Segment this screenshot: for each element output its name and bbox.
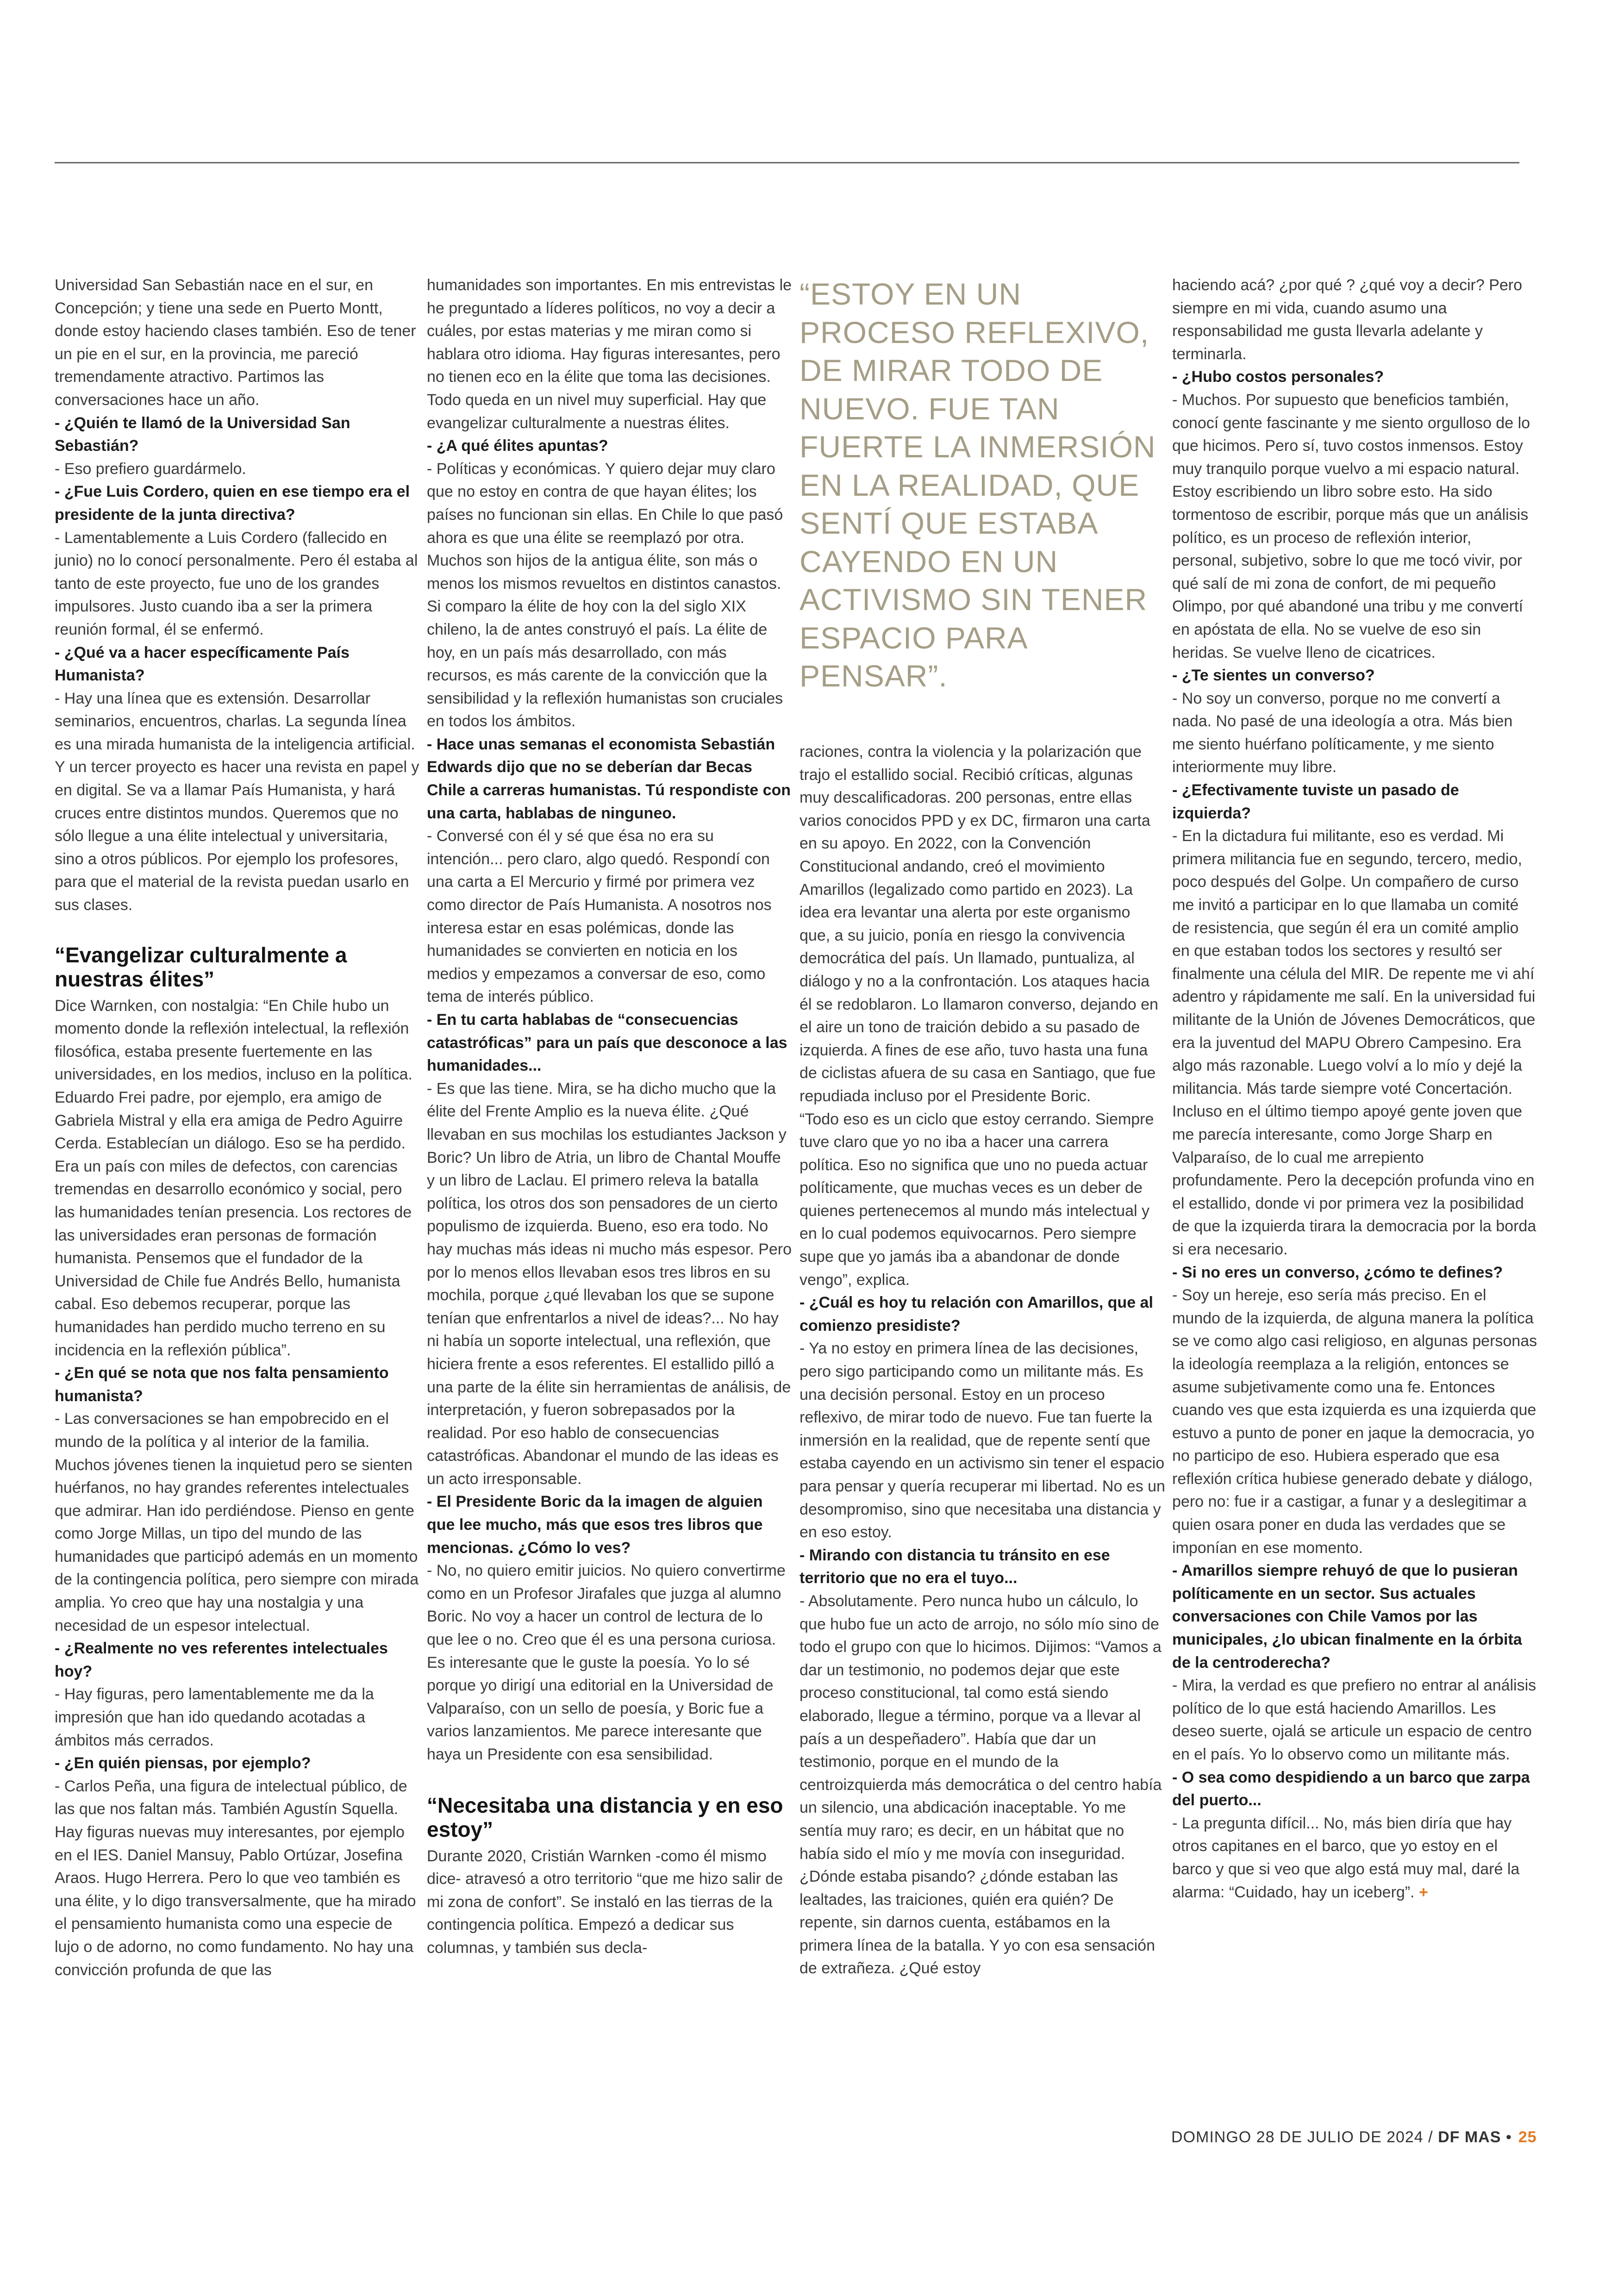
final-answer-text: - La pregunta difícil... No, más bien diría que hay otros capitanes en el barco, que yo estoy en el barco y que si veo que algo está muy mal, daré la alarma: “Cuidado, hay un iceberg”.	[1172, 1814, 1520, 1901]
pull-quote: “ESTOY EN UN PROCESO REFLEXIVO, DE MIRAR TODO DE NUEVO. FUE TAN FUERTE LA INMERSIÓN EN LA REALIDAD, QUE SENTÍ QUE ESTABA CAYENDO EN UN ACTIVISMO SIN TENER ESPACIO PARA PENSAR”.	[800, 277, 1156, 693]
column-4	[1172, 274, 1538, 1904]
interview-answer: - Políticas y económicas. Y quiero dejar muy claro que no estoy en contra de que hayan élites; los países no funcionan sin ellas. En Chile lo que pasó ahora es que una élite se reemplazó por otra. Muchos son hijos de la antigua élite, son más o menos los mismos revueltos en distintos canastos. Si comparo la élite de hoy con la del siglo XIX chileno, la de antes construyó el país. La élite de hoy, en un país más desarrollado, con más recursos, es más carente de la convicción que la sensibilidad y la reflexión humanistas son cruciales en todos los ámbitos.	[427, 460, 783, 730]
interview-question: - El Presidente Boric da la imagen de alguien que lee mucho, más que esos tres libros que mencionas. ¿Cómo lo ves?	[427, 1493, 763, 1557]
body-paragraph: Dice Warnken, con nostalgia: “En Chile hubo un momento donde la reflexión intelectual, la reflexión filosófica, estaba presente fuertemente en las universidades, en los medios, incluso en la política. Eduardo Frei padre, por ejemplo, era amigo de Gabriela Mistral y ella era amiga de Pedro Aguirre Cerda. Establecían un diálogo. Eso se ha perdido. Era un país con miles de defectos, con carencias tremendas en desarrollo económico y social, pero las humanidades tenían presencia. Los rectores de las universidades eran personas de formación humanista. Pensemos que el fundador de la Universidad de Chile fue Andrés Bello, humanista cabal. Eso debemos recuperar, porque las humanidades han perdido mucho terreno en su incidencia en la reflexión pública”.	[55, 997, 412, 1359]
body-paragraph: raciones, contra la violencia y la polarización que trajo el estallido social. Recibió críticas, algunas muy descalificadoras. 200 personas, entre ellas varios conocidos PPD y ex DC, firmaron una carta en su apoyo. En 2022, con la Convención Constitucional andando, creó el movimiento Amarillos (legalizado como partido en 2023). La idea era levantar una alerta por este organismo que, a su juicio, ponía en riesgo la convivencia democrática del país. Un llamado, puntualiza, al diálogo y no a la confrontación. Los ataques hacia él se redoblaron. Lo llamaron converso, dejando en el aire un tono de traición debido a su pasado de izquierda. A fines de ese año, tuvo hasta una funa de ciclistas afuera de su casa en Santiago, que fue repudiada incluso por el Presidente Boric.	[800, 743, 1158, 1105]
top-divider	[55, 162, 1519, 163]
interview-answer: - Carlos Peña, una figura de intelectual público, de las que nos faltan más. También Agustín Squella. Hay figuras nuevas muy interesantes, por ejemplo en el IES. Daniel Mansuy, Pablo Ortúzar, Josefina Araos. Hugo Herrera. Pero lo que veo también es una élite, y lo digo transversalmente, que ha mirado el pensamiento humanista como una especie de lujo o de adorno, no como fundamento. No hay una convicción profunda de que las	[55, 1777, 416, 1979]
body-paragraph: Universidad San Sebastián nace en el sur, en Concepción; y tiene una sede en Puerto Montt, donde estoy haciendo clases también. Eso de tener un pie en el sur, en la provincia, me pareció tremendamente atractivo. Partimos las conversaciones hace un año.	[55, 276, 416, 409]
body-paragraph: “Todo eso es un ciclo que estoy cerrando. Siempre tuve claro que yo no iba a hacer una carrera política. Eso no significa que uno no pueda actuar políticamente, que muchas veces es un deber de quienes pertenecemos al mundo más intelectual y en lo cual podemos equivocarnos. Pero siempre supe que yo jamás iba a abandonar de donde vengo”, explica.	[800, 1110, 1154, 1289]
interview-question: - ¿Hubo costos personales?	[1172, 368, 1384, 386]
interview-question: - En tu carta hablabas de “consecuencias catastróficas” para un país que desconoce a las humanidades...	[427, 1011, 787, 1075]
final-answer	[1172, 1812, 1538, 1904]
interview-question: - Amarillos siempre rehuyó de que lo pusieran políticamente en un sector. Sus actuales conversaciones con Chile Vamos por las municipales, ¿lo ubican finalmente en la órbita de la centroderecha?	[1172, 1562, 1522, 1671]
footer-brand: DF MAS	[1438, 2128, 1501, 2146]
interview-question: - ¿En qué se nota que nos falta pensamiento humanista?	[55, 1364, 389, 1405]
interview-question: - ¿Fue Luis Cordero, quien en ese tiempo era el presidente de la junta directiva?	[55, 483, 410, 524]
end-mark-icon: +	[1418, 1883, 1428, 1901]
column-3	[800, 741, 1165, 1980]
interview-answer: - Absolutamente. Pero nunca hubo un cálculo, lo que hubo fue un acto de arrojo, no sólo mío sino de todo el grupo con que lo hicimos. Dijimos: “Vamos a dar un testimonio, no podemos dejar que este proceso constitucional, tal como está siendo elaborado, llegue a término, porque va a llevar al país a un despeñadero”. Había que dar un testimonio, porque en el mundo de la centroizquierda más democrática o del centro había un silencio, una abdicación inaceptable. Yo me sentía muy raro; es decir, en un hábitat que no había sido el mío y me movía con inseguridad. ¿Dónde estaba pisando? ¿dónde estaban las lealtades, las traiciones, quién era quién? De repente, sin darnos cuenta, estábamos en la primera línea de la batalla. Y yo con esa sensación de extrañeza. ¿Qué estoy	[800, 1592, 1162, 1977]
interview-question: - O sea como despidiendo a un barco que zarpa del puerto...	[1172, 1768, 1530, 1809]
interview-question: - ¿Quién te llamó de la Universidad San Sebastián?	[55, 414, 350, 455]
section-heading: “Evangelizar culturalmente a nuestras élites”	[55, 942, 347, 991]
interview-answer: - Muchos. Por supuesto que beneficios también, conocí gente fascinante y me siento orgulloso de lo que hicimos. Pero sí, tuvo costos inmensos. Estoy muy tranquilo porque vuelvo a mi espacio natural. Estoy escribiendo un libro sobre esto. Ha sido tormentoso de escribir, porque más que un análisis político, es un proceso de reflexión interior, personal, subjetivo, sobre lo que me tocó vivir, por qué salí de mi zona de confort, de mi pequeño Olimpo, por qué abandoné una tribu y me convertí en apóstata de ella. No se vuelve de eso sin heridas. Se vuelve lleno de cicatrices.	[1172, 391, 1530, 661]
interview-answer: - Eso prefiero guardármelo.	[55, 460, 246, 478]
section-heading: “Necesitaba una distancia y en eso estoy”	[427, 1793, 783, 1841]
interview-answer: - Ya no estoy en primera línea de las decisiones, pero sigo participando como un militante más. Es una decisión personal. Estoy en un proceso reflexivo, de mirar todo de nuevo. Fue tan fuerte la inmersión en la realidad, que de repente sentí que estaba cayendo en un activismo sin tener el espacio para pensar y quería recuperar mi libertad. No es un desompromiso, sino que necesitaba una distancia y en eso estoy.	[800, 1340, 1165, 1541]
interview-question: - ¿A qué élites apuntas?	[427, 437, 608, 455]
interview-answer: - En la dictadura fui militante, eso es verdad. Mi primera militancia fue en segundo, tercero, medio, poco después del Golpe. Un compañero de curso me invitó a participar en lo que llamaba un comité de resistencia, que según él era un comité amplio en que estaban todos los sectores y resultó ser finalmente una célula del MIR. De repente me vi ahí adentro y rápidamente me salí. En la universidad fui militante de la Unión de Jóvenes Democráticos, que era la juventud del MAPU Obrero Campesino. Era algo más razonable. Luego volví a lo mío y dejé la militancia. Más tarde siempre voté Concertación. Incluso en el último tiempo apoyé gente joven que me parecía interesante, como Jorge Sharp en Valparaíso, de lo cual me arrepiento profundamente. Pero la decepción profunda vino en el estallido, donde vi por primera vez la posibilidad de que la izquierda tirara la democracia por la borda si era necesario.	[1172, 827, 1537, 1258]
interview-answer: - Hay una línea que es extensión. Desarrollar seminarios, encuentros, charlas. La segunda línea es una mirada humanista de la inteligencia artificial. Y un tercer proyecto es hacer una revista en papel y en digital. Se va a llamar País Humanista, y hará cruces entre distintos mundos. Queremos que no sólo llegue a una élite intelectual y universitaria, sino a otros públicos. Por ejemplo los profesores, para que el material de la revista puedan usarlo en sus clases.	[55, 689, 419, 914]
page-number: 25	[1518, 2128, 1537, 2146]
interview-question: - ¿Realmente no ves referentes intelectuales hoy?	[55, 1640, 388, 1680]
interview-question: - ¿Efectivamente tuviste un pasado de izquierda?	[1172, 781, 1459, 822]
interview-question: - ¿Cuál es hoy tu relación con Amarillos, que al comienzo presidiste?	[800, 1294, 1153, 1335]
interview-answer: - Las conversaciones se han empobrecido en el mundo de la política y al interior de la familia. Muchos jóvenes tienen la inquietud pero se sienten huérfanos, no hay grandes referentes intelectuales que admirar. Han ido perdiéndose. Pienso en gente como Jorge Millas, un tipo del mundo de las humanidades que participó además en un momento de la contingencia política, pero siempre con mirada amplia. Yo creo que hay una nostalgia y una necesidad de un espesor intelectual.	[55, 1410, 419, 1634]
body-paragraph: humanidades son importantes. En mis entrevistas le he preguntado a líderes políticos, no voy a decir a cuáles, por estas materias y me miran como si hablara otro idioma. Hay figuras interesantes, pero no tienen eco en la élite que toma las decisiones. Todo queda en un nivel muy superficial. Hay que evangelizar culturalmente a nuestras élites.	[427, 276, 792, 432]
column-1	[55, 274, 420, 1982]
interview-answer: - Conversé con él y sé que ésa no era su intención... pero claro, algo quedó. Respondí con una carta a El Mercurio y firmé por primera vez como director de País Humanista. A nosotros nos interesa estar en esas polémicas, donde las humanidades se convierten en noticia en los medios y empezamos a conversar de eso, como tema de interés público.	[427, 827, 772, 1006]
interview-question: - Si no eres un converso, ¿cómo te defines?	[1172, 1263, 1503, 1281]
interview-question: - Hace unas semanas el economista Sebastián Edwards dijo que no se deberían dar Becas Chile a carreras humanistas. Tú respondiste con una carta, hablabas de ninguneo.	[427, 735, 791, 822]
interview-question: - Mirando con distancia tu tránsito en ese territorio que no era el tuyo...	[800, 1546, 1110, 1587]
body-paragraph: haciendo acá? ¿por qué ? ¿qué voy a decir? Pero siempre en mi vida, cuando asumo una responsabilidad me gusta llevarla adelante y terminarla.	[1172, 276, 1523, 363]
interview-question: - ¿Qué va a hacer específicamente País Humanista?	[55, 643, 350, 685]
interview-answer: - No soy un converso, porque no me convertí a nada. No pasé de una ideología a otra. Más bien me siento huérfano políticamente, y me siento interiormente muy libre.	[1172, 689, 1513, 776]
footer-separator: •	[1501, 2128, 1512, 2146]
interview-answer: - Mira, la verdad es que prefiero no entrar al análisis político de lo que está haciendo Amarillos. Les deseo suerte, ojalá se articule un espacio de centro en el país. Yo lo observo como un militante más.	[1172, 1677, 1537, 1763]
interview-answer: - Soy un hereje, eso sería más preciso. En el mundo de la izquierda, de alguna manera la política se ve como algo casi religioso, en algunas personas la ideología reemplaza a la religión, entonces se asume subjetivamente como una fe. Entonces cuando ves que esta izquierda es una izquierda que estuvo a punto de poner en jaque la democracia, yo no participo de eso. Hubiera esperado que esa reflexión crítica hubiese generado debate y diálogo, pero no: fue ir a castigar, a funar y a deslegitimar a quien osara poner en duda las verdades que se imponían en ese momento.	[1172, 1286, 1537, 1557]
page-footer	[1171, 2128, 1537, 2146]
interview-question: - ¿En quién piensas, por ejemplo?	[55, 1754, 311, 1772]
column-2	[427, 274, 793, 1960]
interview-answer: - Hay figuras, pero lamentablemente me da la impresión que han ido quedando acotadas a ámbitos más cerrados.	[55, 1685, 374, 1749]
interview-question: - ¿Te sientes un converso?	[1172, 667, 1375, 685]
interview-answer: - Es que las tiene. Mira, se ha dicho mucho que la élite del Frente Amplio es la nueva élite. ¿Qué llevaban en sus mochilas los estudiantes Jackson y Boric? Un libro de Atria, un libro de Chantal Mouffe y un libro de Laclau. El primero releva la batalla política, los otros dos son pensadores de un cierto populismo de izquierda. Bueno, eso era todo. No hay muchas más ideas ni mucho más espesor. Pero por lo menos ellos llevaban esos tres libros en su mochila, porque ¿qué llevaban los que se supone tenían que enfrentarlos a nivel de ideas?... No hay ni había un soporte intelectual, una reflexión, que hiciera frente a esos referentes. El estallido pilló a una parte de la élite sin herramientas de análisis, de interpretación, y fueron sobrepasados por la realidad. Por eso hablo de consecuencias catastróficas. Abandonar el mundo de las ideas es un acto irresponsable.	[427, 1079, 792, 1488]
interview-answer: - No, no quiero emitir juicios. No quiero convertirme como en un Profesor Jirafales que juzga al alumno Boric. No voy a hacer un control de lectura de lo que lee o no. Creo que él es una persona curiosa. Es interesante que le guste la poesía. Yo lo sé porque yo dirigí una editorial en la Universidad de Valparaíso, con un sello de poesía, y Boric fue a varios lanzamientos. Me parece interesante que haya un Presidente con esa sensibilidad.	[427, 1562, 786, 1763]
interview-answer: - Lamentablemente a Luis Cordero (fallecido en junio) no lo conocí personalmente. Pero él estaba al tanto de este proyecto, fue uno de los grandes impulsores. Justo cuando iba a ser la primera reunión formal, él se enfermó.	[55, 529, 418, 638]
body-paragraph: Durante 2020, Cristián Warnken -como él mismo dice- atravesó a otro territorio “que me hizo salir de mi zona de confort”. Se instaló en las tierras de la contingencia política. Empezó a dedicar sus columnas, y también sus decla-	[427, 1847, 783, 1957]
footer-date: DOMINGO 28 DE JULIO DE 2024 /	[1171, 2128, 1438, 2146]
